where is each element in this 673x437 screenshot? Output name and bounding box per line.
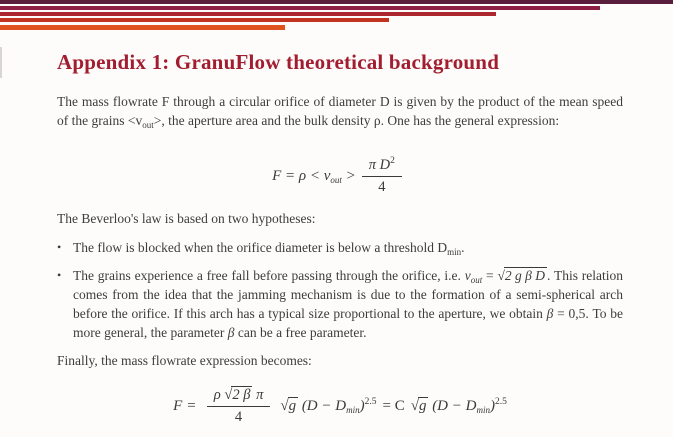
dmin-subscript: min xyxy=(447,247,462,257)
sqrt-g: √g xyxy=(410,397,427,414)
formula1-lhs: $F = \rho < v_{out}$ > xyxy=(272,167,356,185)
formula2-term-2: √g $(D - D_{min})^{2.5}$ xyxy=(410,396,507,415)
intro-text-2: >, the aperture area and the bulk density ρ. One has the general expression: xyxy=(153,113,560,128)
formula1-denominator: 4 xyxy=(378,178,386,195)
formula2-fraction xyxy=(207,387,271,426)
sqrt-g: √g xyxy=(280,397,297,414)
beverloo-line: The Beverloo's law is based on two hypotheses: xyxy=(57,211,316,226)
dmin-subscript: min xyxy=(476,404,490,415)
formula1-fraction xyxy=(362,157,402,196)
intro-paragraph xyxy=(57,92,623,130)
bullet-item-1 xyxy=(57,238,623,257)
formula2-F: F xyxy=(173,397,183,414)
bullet-icon: • xyxy=(57,268,62,282)
intro-text-1: The mass flowrate F through a circular orifice of diameter D is given by the product of the mean speed of the grains <v xyxy=(57,94,623,128)
formula-mean-flowrate xyxy=(57,152,623,200)
page-title: Appendix 1: GranuFlow theoretical background xyxy=(57,50,500,74)
formula-final-flowrate xyxy=(57,382,623,430)
formula2-term-1: √g $(D - D_{min})^{2.5}$ xyxy=(280,396,377,415)
finally-line: Finally, the mass flowrate expression becomes: xyxy=(57,353,312,368)
inline-sqrt: √2 g β D xyxy=(497,268,545,283)
bullet-1-text: The flow is blocked when the orifice diameter is below a threshold $D_{min}$. xyxy=(73,240,465,257)
formula2-numerator: ρ √2 β π xyxy=(207,387,271,407)
page-edge-mark xyxy=(0,47,2,78)
formula2-equals-1: = xyxy=(187,397,196,414)
header-bar-2 xyxy=(0,6,600,10)
header-bar-3 xyxy=(0,12,496,16)
formula2-equals-2: = C xyxy=(382,397,405,414)
dmin-subscript: min xyxy=(346,404,360,415)
header-bar-5 xyxy=(0,25,285,30)
formula1-numerator: π $D^2$ xyxy=(362,157,402,177)
formula2-denominator: 4 xyxy=(234,408,243,425)
bullet-item-2 xyxy=(57,266,623,342)
beta-symbol: β xyxy=(546,306,554,321)
bullet-icon: • xyxy=(57,240,62,254)
header-bar-4 xyxy=(0,18,389,22)
header-bar-1 xyxy=(0,0,673,4)
vout-subscript: out xyxy=(470,275,483,285)
sqrt-2beta: √2 β xyxy=(224,386,251,403)
vout-subscript: out xyxy=(142,120,154,130)
bullet-2-text: The grains experience a free fall before passing through the orifice, i.e. $v_{out} = √2$ g β D . This relation comes from the idea that the jamming mechanism is due to the formation of a semi-spherical arch before the orifice. If this arch has a typical size proportional to the aperture, we obtain β = 0,5. To be more general, the parameter β can be a free parameter. xyxy=(73,268,623,340)
beta-symbol: β xyxy=(227,325,235,340)
